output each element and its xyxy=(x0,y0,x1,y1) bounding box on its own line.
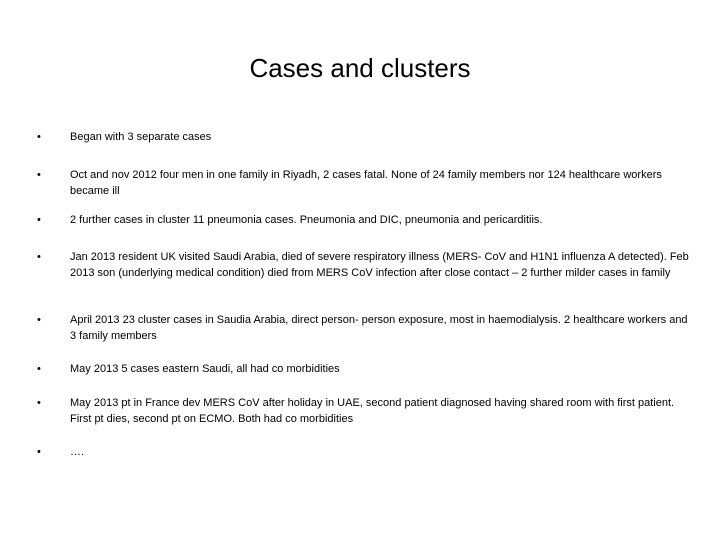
slide-title: Cases and clusters xyxy=(249,53,471,83)
bullet-text: April 2013 23 cluster cases in Saudia Arabia, direct person- person exposure, most in haemodialysis. 2 healthcare workers and 3 family members xyxy=(70,314,688,342)
bullet-icon: • xyxy=(37,314,41,326)
bullet-text: May 2013 5 cases eastern Saudi, all had co morbidities xyxy=(70,363,340,375)
bullet-icon: • xyxy=(37,169,41,181)
bullet-text: …. xyxy=(70,446,85,458)
bullet-icon: • xyxy=(37,446,41,458)
bullet-icon: • xyxy=(37,363,41,375)
bullet-icon: • xyxy=(37,214,41,226)
bullet-text: Began with 3 separate cases xyxy=(70,131,212,143)
bullet-icon: • xyxy=(37,131,41,143)
bullet-text: Jan 2013 resident UK visited Saudi Arabia, died of severe respiratory illness (MERS- CoV and H1N1 influenza A detected). Feb 2013 son (underlying medical condition) died from MERS CoV infection after close contact – 2 further milder cases in family xyxy=(70,251,689,279)
bullet-icon: • xyxy=(37,251,41,263)
bullet-icon: • xyxy=(37,397,41,409)
bullet-text: May 2013 pt in France dev MERS CoV after holiday in UAE, second patient diagnosed having shared room with first patient. First pt dies, second pt on ECMO. Both had co morbidities xyxy=(70,397,675,425)
bullet-text: 2 further cases in cluster 11 pneumonia cases. Pneumonia and DIC, pneumonia and pericarditiis. xyxy=(70,214,543,226)
bullet-text: Oct and nov 2012 four men in one family in Riyadh, 2 cases fatal. None of 24 family members nor 124 healthcare workers became ill xyxy=(70,169,662,197)
